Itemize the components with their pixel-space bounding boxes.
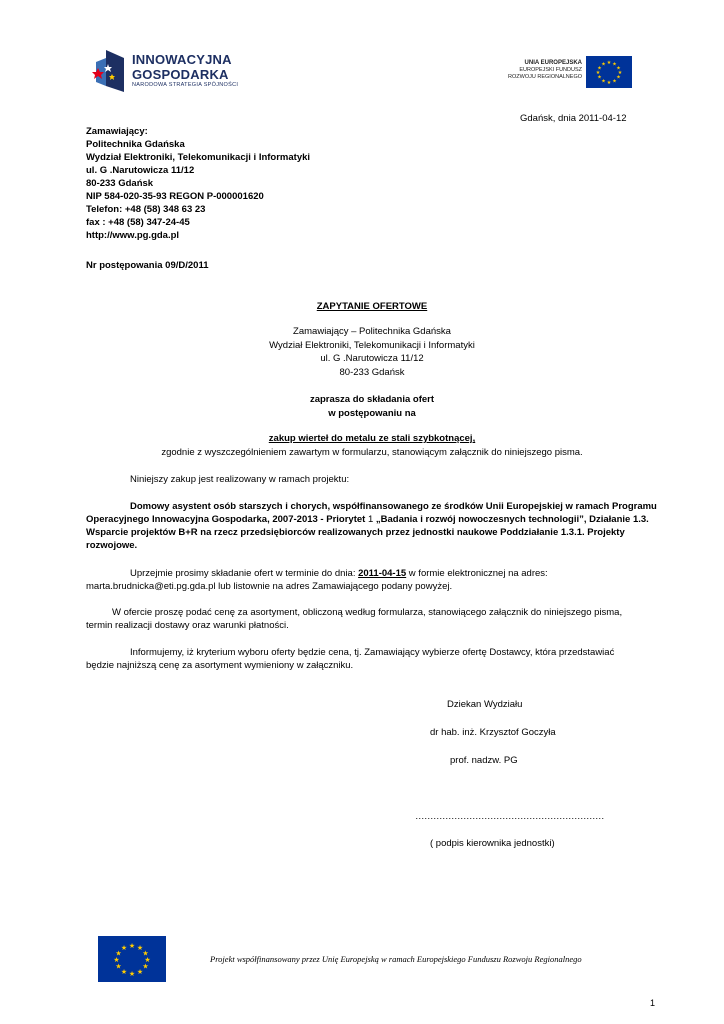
price-info-block <box>86 606 661 632</box>
svg-text:★: ★ <box>136 944 144 952</box>
svg-text:★: ★ <box>120 968 128 976</box>
svg-text:★: ★ <box>128 970 136 978</box>
signature-caption: ( podpis kierownika jednostki) <box>430 838 555 849</box>
svg-text:★: ★ <box>606 60 612 66</box>
svg-text:★: ★ <box>597 74 602 81</box>
deadline-text: Uprzejmie prosimy składanie ofert w terminie do dnia: <box>130 568 359 579</box>
project-line: Domowy asystent osób starszych i chorych, współfinansowanego ze środków Unii Europejskiej w ramach Programu <box>130 501 657 512</box>
svg-text:★: ★ <box>113 956 120 964</box>
eu-logo-line3: ROZWOJU REGIONALNEGO <box>508 74 582 80</box>
contracting-line: NIP 584-020-35-93 REGON P-000001620 <box>86 191 264 202</box>
svg-text:★: ★ <box>115 962 122 971</box>
address-center-block <box>0 325 724 379</box>
contracting-authority-block <box>86 125 661 242</box>
deadline-date: 2011-04-15 <box>358 568 407 579</box>
eu-stars-footer-icon <box>98 936 166 982</box>
purchase-subject: zakup wierteł do metalu ze stali szybkotnącej, <box>268 433 476 444</box>
footer-text: Projekt współfinansowany przez Unię Europejską w ramach Europejskiego Funduszu Rozwoju Regionalnego <box>210 954 582 964</box>
eu-flag-footer-icon <box>98 936 166 982</box>
signature-name: dr hab. inż. Krzysztof Goczyła <box>430 727 556 738</box>
priority-number: 1 <box>367 514 374 525</box>
svg-text:★: ★ <box>136 968 144 976</box>
deadline-block <box>86 567 661 593</box>
eu-logo-line1: UNIA EUROPEJSKA <box>524 60 582 66</box>
svg-text:★: ★ <box>142 962 149 971</box>
svg-text:★: ★ <box>142 949 149 958</box>
contracting-line: ul. G .Narutowicza 11/12 <box>86 165 195 176</box>
svg-text:★: ★ <box>128 942 136 950</box>
address-line: Wydział Elektroniki, Telekomunikacji i Informatyki <box>269 339 475 351</box>
purchase-subject-note: zgodnie z wyszczególnieniem zawartym w formularzu, stanowiącym załącznik do niniejszego pisma. <box>161 447 583 458</box>
ig-logo-line1: INNOWACYJNA <box>132 52 232 67</box>
place-date: Gdańsk, dnia 2011-04-12 <box>520 113 627 124</box>
project-line: Wsparcie projektów B+R na rzecz przedsiębiorców realizowanych przez jednostki naukowe Poddziałanie 1.3.1. Projekty <box>86 527 625 538</box>
innowacyjna-gospodarka-logo <box>92 48 242 94</box>
invite-line: w postępowaniu na <box>328 407 416 419</box>
svg-text:★: ★ <box>601 61 606 68</box>
contracting-line: fax : +48 (58) 347-24-45 <box>86 217 190 228</box>
eu-stars-icon <box>586 56 632 88</box>
svg-text:★: ★ <box>120 944 128 952</box>
page-number: 1 <box>650 998 656 1008</box>
svg-text:★: ★ <box>612 78 617 85</box>
svg-text:★: ★ <box>595 70 601 76</box>
price-info-line: W ofercie proszę podać cenę za asortyment, obliczoną według formularza, stanowiącego załącznik do niniejszego pisma, <box>112 607 623 618</box>
signature-title: prof. nadzw. PG <box>450 755 518 766</box>
project-line-2 <box>86 513 661 526</box>
project-intro: Niniejszy zakup jest realizowany w ramach projektu: <box>130 474 350 485</box>
eu-flag-icon <box>586 56 632 88</box>
eu-logo-line2: EUROPEJSKI FUNDUSZ <box>519 67 582 73</box>
criterion-line: będzie najniższą cenę za asortyment wymieniony w załączniku. <box>86 660 354 671</box>
criterion-line: Informujemy, iż kryterium wyboru oferty będzie cena, tj. Zamawiający wybierze ofertę Dostawcy, która przedstawiać <box>130 647 615 658</box>
address-line: Zamawiający – Politechnika Gdańska <box>293 326 451 337</box>
contracting-line: Telefon: +48 (58) 348 63 23 <box>86 204 206 215</box>
ig-logo-line2: GOSPODARKA <box>132 67 229 82</box>
svg-text:★: ★ <box>597 65 602 72</box>
svg-text:★: ★ <box>612 61 617 68</box>
case-number: Nr postępowania 09/D/2011 <box>86 260 209 271</box>
address-line: 80-233 Gdańsk <box>339 366 405 378</box>
criterion-block <box>86 646 661 672</box>
svg-text:★: ★ <box>144 956 151 964</box>
signature-dots: ……………………………………………………… <box>415 811 604 822</box>
deadline-text: w formie elektronicznej na adres: <box>406 568 548 579</box>
project-line: rozwojowe. <box>86 540 138 551</box>
ig-logo-line3: NARODOWA STRATEGIA SPÓJNOŚCI <box>132 82 239 88</box>
invite-line: zaprasza do składania ofert <box>309 394 435 405</box>
svg-text:★: ★ <box>616 74 621 81</box>
svg-text:★: ★ <box>606 80 612 86</box>
project-text: „Badania i rozwój nowoczesnych technologii”, Działanie 1.3. <box>373 514 649 525</box>
deadline-line-1 <box>86 567 661 580</box>
project-block <box>86 500 661 552</box>
contracting-line: Wydział Elektroniki, Telekomunikacji i Informatyki <box>86 152 311 163</box>
eu-fund-logo <box>498 56 632 90</box>
address-line: ul. G .Narutowicza 11/12 <box>320 353 424 364</box>
svg-text:★: ★ <box>115 949 122 958</box>
invite-block <box>0 393 724 420</box>
project-text: Operacyjnego Innowacyjna Gospodarka, 2007-2013 - Priorytet <box>86 514 368 525</box>
contracting-line: Politechnika Gdańska <box>86 139 185 150</box>
svg-text:★: ★ <box>616 65 621 72</box>
svg-text:★: ★ <box>601 78 606 85</box>
deadline-line-2: marta.brudnicka@eti.pg.gda.pl lub listownie na adres Zamawiającego podany powyżej. <box>86 581 453 592</box>
ig-emblem-icon <box>92 48 128 94</box>
contracting-line: Zamawiający: <box>86 126 148 137</box>
signature-role: Dziekan Wydziału <box>447 699 523 710</box>
document-title: ZAPYTANIE OFERTOWE <box>316 301 428 312</box>
contracting-line: 80-233 Gdańsk <box>86 178 154 189</box>
price-info-line: termin realizacji dostawy oraz warunki płatności. <box>86 620 289 631</box>
website-link[interactable]: http://www.pg.gda.pl <box>86 230 180 241</box>
svg-text:★: ★ <box>617 70 623 76</box>
